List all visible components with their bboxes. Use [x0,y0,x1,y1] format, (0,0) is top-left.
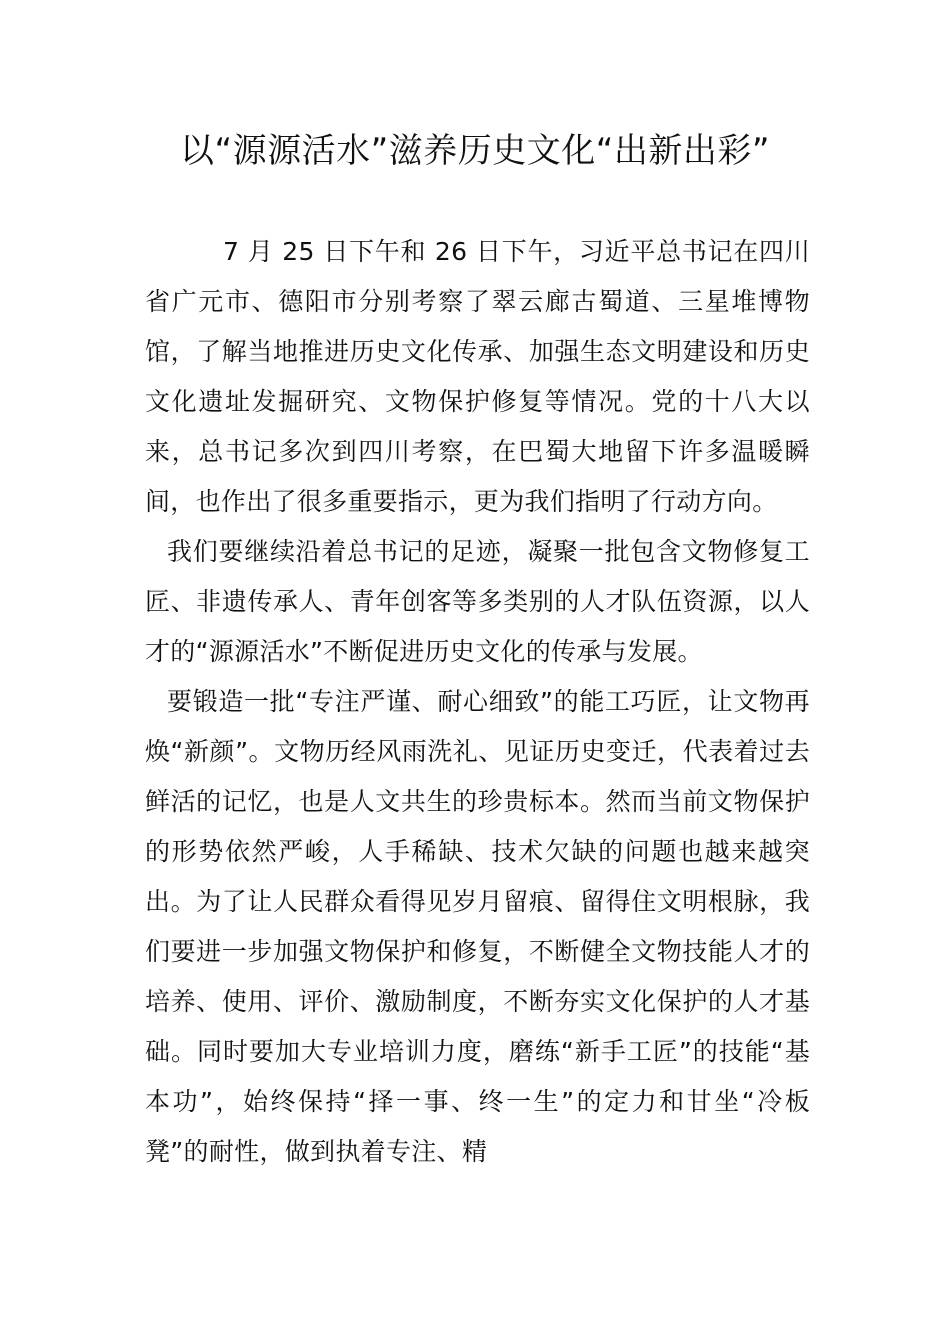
paragraph-2: 我们要继续沿着总书记的足迹，凝聚一批包含文物修复工匠、非遗传承人、青年创客等多类别的人才队伍资源，以人才的“源源活水”不断促进历史文化的传承与发展。 [145,537,810,666]
document-body [145,227,810,1177]
document-title: 以“源源活水”滋养历史文化“出新出彩” [180,131,770,171]
paragraph-3: 要锻造一批“专注严谨、耐心细致”的能工巧匠，让文物再焕“新颜”。文物历经风雨洗礼、见证历史变迁，代表着过去鲜活的记忆，也是人文共生的珍贵标本。然而当前文物保护的形势依然严峻，人手稀缺、技术欠缺的问题也越来越突出。为了让人民群众看得见岁月留痕、留得住文明根脉，我们要进一步加强文物保护和修复，不断健全文物技能人才的培养、使用、评价、激励制度，不断夯实文化保护的人才基础。同时要加大专业培训力度，磨练“新手工匠”的技能“基本功”，始终保持“择一事、终一生”的定力和甘坐“冷板凳”的耐性，做到执着专注、精 [145,687,810,1166]
paragraph-1: 7 月 25 日下午和 26 日下午，习近平总书记在四川省广元市、德阳市分别考察了翠云廊古蜀道、三星堆博物馆，了解当地推进历史文化传承、加强生态文明建设和历史文化遗址发掘研究、文物保护修复等情况。党的十八大以来，总书记多次到四川考察，在巴蜀大地留下许多温暖瞬间，也作出了很多重要指示，更为我们指明了行动方向。 [145,237,810,516]
